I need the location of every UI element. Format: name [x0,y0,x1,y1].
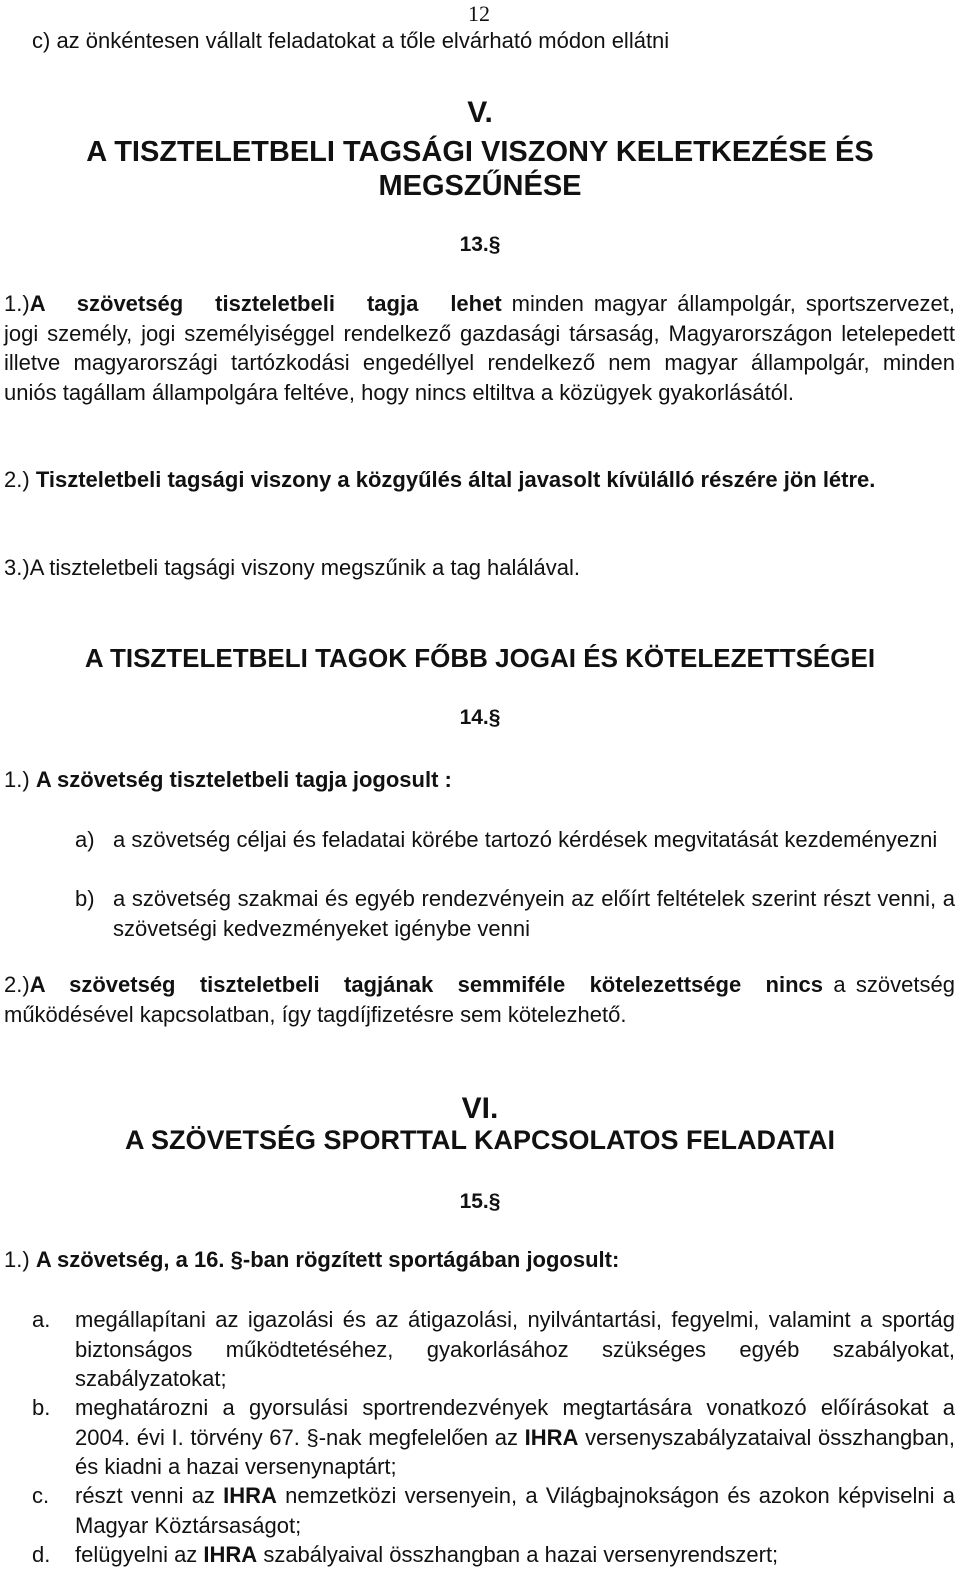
s15-c-text [75,1481,955,1540]
s15-d-text-1: felügyelni az [75,1542,204,1567]
s15-p1-num: 1.) [4,1247,30,1272]
s13-paragraph-3 [4,555,580,581]
section-13-heading: 13.§ [459,233,501,256]
s15-a-text: megállapítani az igazolási és az átigazolási, nyilvántartási, fegyelmi, valamint a sportág biztonságos működtetéséhez, gyakorlásához szükséges egyéb szabályokat, szabályzatokat; [75,1307,955,1391]
s15-b-text-1: meghatározni a gyorsulási sportrendezvények megtartására vonatkozó előírásokat a 2004. évi I. törvény 67. §-nak megfelelően az [75,1395,955,1450]
s14-paragraph-1 [4,767,452,793]
s15-d-bold: IHRA [203,1542,258,1567]
s15-c-text-2: nemzetközi versenyein, a Világbajnokságon és azokon képviselni a Magyar Köztársaságot; [75,1483,955,1538]
s15-a-label: a. [32,1307,51,1332]
s15-p1-bold: A szövetség, a 16. §-ban rögzített sportágában jogosult: [35,1247,620,1272]
s13-p1-num: 1.) [4,291,30,316]
s15-b-text [75,1393,955,1482]
s14-p2-num: 2.) [4,972,30,997]
section-14-heading: 14.§ [459,706,501,729]
s14-p2-bold: A szövetség tiszteletbeli tagjának semmiféle kötelezettsége nincs [29,972,823,997]
s15-c-label: c. [32,1483,50,1508]
item-c-top: c) az önkéntesen vállalt feladatokat a tőle elvárható módon ellátni [32,28,670,53]
chapter-vi-roman: VI. [461,1092,499,1125]
s15-d-text [75,1540,955,1570]
s14-b-label: b) [75,886,95,911]
page-number: 12 [468,1,490,26]
s13-p1-rest: minden magyar állampolgár, sportszervezet, jogi személy, jogi személyiséggel rendelkező gazdasági társaság, Magyarországon letelepedett illetve magyarországi tartózkodási engedéllyel rendelkező nem magyar állampolgár, minden uniós tagállam állampolgára feltéve, hogy nincs eltiltva a közügyek gyakorlásától. [4,291,955,405]
s15-b-label: b. [32,1395,51,1420]
s13-p3-num: 3.) [4,555,30,580]
s15-c-bold: IHRA [223,1483,277,1508]
section-15-heading: 15.§ [459,1190,501,1213]
s13-p1-bold: A szövetség tiszteletbeli tagja lehet [29,291,502,316]
s15-paragraph-1 [4,1247,619,1273]
s15-b-text-2: versenyszabályzataival összhangban, és kiadni a hazai versenynaptárt; [75,1424,955,1479]
rights-heading: A TISZTELETBELI TAGOK FŐBB JOGAI ÉS KÖTELEZETTSÉGEI [84,643,876,673]
s14-a-label: a) [75,827,95,852]
s13-paragraph-1 [4,289,955,407]
chapter-v-roman: V. [467,96,493,129]
s14-p1-bold: A szövetség tiszteletbeli tagja jogosult : [35,767,452,792]
chapter-v-title-line1: A TISZTELETBELI TAGSÁGI VISZONY KELETKEZÉSE ÉS [86,136,874,168]
s14-p1-num: 1.) [4,767,30,792]
s13-paragraph-2 [4,465,955,495]
s15-d-text-2: szabályaival összhangban a hazai versenyrendszert; [257,1542,779,1567]
s15-c-text-1: részt venni az [75,1483,224,1508]
s14-a-text: a szövetség céljai és feladatai körébe tartozó kérdések megvitatását kezdeményezni [113,827,938,852]
chapter-vi-title: A SZÖVETSÉG SPORTTAL KAPCSOLATOS FELADATAI [124,1125,836,1155]
s13-p2-num: 2.) [4,467,30,492]
s15-b-bold: IHRA [524,1424,579,1450]
s14-p2-rest: a szövetség működésével kapcsolatban, így tagdíjfizetésre sem kötelezhető. [4,972,955,1027]
s13-p2-bold: Tiszteletbeli tagsági viszony a közgyűlés által javasolt kívülálló részére jön létre. [35,467,876,492]
s14-b-text: a szövetség szakmai és egyéb rendezvényein az előírt feltételek szerint részt venni, a szövetségi kedvezményeket igénybe venni [113,886,955,941]
s13-p3-text: A tiszteletbeli tagsági viszony megszűnik a tag halálával. [29,555,580,580]
s15-d-label: d. [32,1542,51,1567]
s14-paragraph-2 [4,970,955,1029]
chapter-v-title-line2: MEGSZŰNÉSE [378,170,582,202]
